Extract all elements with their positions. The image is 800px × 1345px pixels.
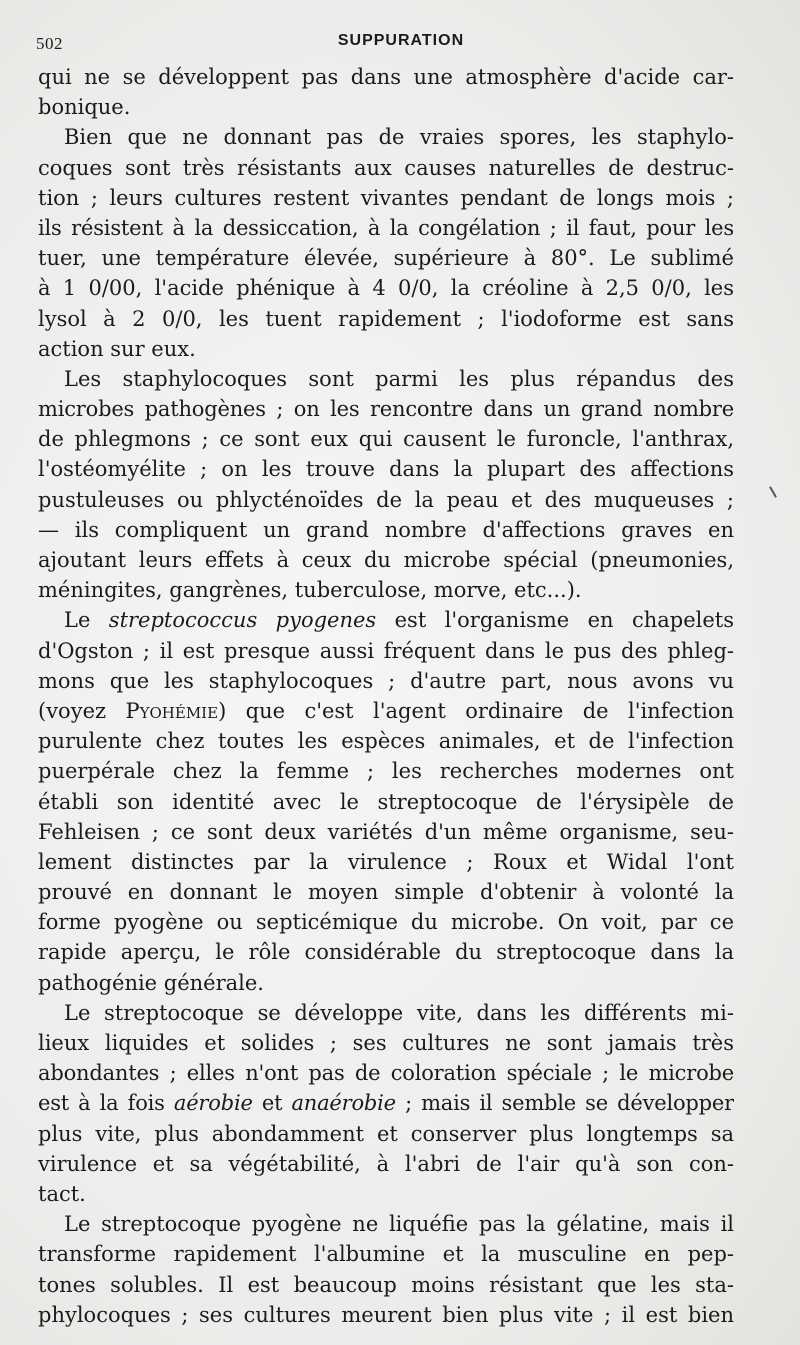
- page-number: 502: [36, 34, 63, 53]
- text-line: action sur eux.: [38, 336, 196, 361]
- text-line: purulente chez toutes les espèces animales, et de l'infection: [38, 729, 734, 754]
- text-line: transforme rapidement l'albumine et la musculine en pep-: [38, 1242, 734, 1267]
- text-line: abondantes ; elles n'ont pas de coloration spéciale ; le microbe: [38, 1061, 734, 1086]
- text-line: [38, 605, 734, 635]
- text-line: phylocoques ; ses cultures meurent bien plus vite ; il est bien: [38, 1302, 734, 1327]
- text-line: pustuleuses ou phlycténoïdes de la peau et des muqueuses ;: [38, 487, 734, 512]
- text-line: pathogénie générale.: [38, 970, 264, 995]
- text-run: ) que c'est l'agent ordinaire de l'infection: [218, 698, 734, 723]
- text-line: mons que les staphylocoques ; d'autre part, nous avons vu: [38, 668, 734, 693]
- text-line: [38, 696, 734, 726]
- text-run: Le: [64, 608, 109, 633]
- text-run: est l'organisme en chapelets: [376, 608, 734, 633]
- text-line: forme pyogène ou septicémique du microbe. On voit, par ce: [38, 910, 734, 935]
- text-line: Bien que ne donnant pas de vraies spores, les staphylo-: [64, 125, 734, 150]
- text-line: virulence et sa végétabilité, à l'abri de l'air qu'à son con-: [38, 1151, 734, 1176]
- text-line: Fehleisen ; ce sont deux variétés d'un même organisme, seu-: [38, 819, 734, 844]
- paragraph: [38, 1209, 734, 1330]
- paragraph: [38, 998, 734, 1209]
- text-run: est à la fois: [38, 1091, 174, 1116]
- text-line: Le streptocoque se développe vite, dans les différents mi-: [64, 1000, 734, 1025]
- text-line: lysol à 2 0/0, les tuent rapidement ; l'iodoforme est sans: [38, 306, 734, 331]
- running-title: SUPPURATION: [337, 32, 465, 49]
- text-line: Les staphylocoques sont parmi les plus répandus des: [64, 366, 734, 391]
- cross-reference: Pyohémie: [125, 698, 219, 723]
- italic-term: anaérobie: [291, 1091, 396, 1116]
- text-run: ; mais il semble se développer: [395, 1091, 734, 1116]
- text-line: prouvé en donnant le moyen simple d'obtenir à volonté la: [38, 880, 734, 905]
- text-run: (voyez: [38, 698, 126, 723]
- text-line: microbes pathogènes ; on les rencontre dans un grand nombre: [38, 397, 734, 422]
- text-line: tones solubles. Il est beaucoup moins résistant que les sta-: [38, 1272, 734, 1297]
- body-text: [38, 62, 734, 1330]
- italic-term: streptococcus pyogenes: [108, 608, 377, 633]
- text-line: plus vite, plus abondamment et conserver plus longtemps sa: [38, 1121, 734, 1146]
- text-line: [38, 1088, 734, 1118]
- paragraph: [38, 364, 734, 606]
- text-line: ajoutant leurs effets à ceux du microbe spécial (pneumonies,: [38, 548, 734, 572]
- paragraph: [38, 62, 734, 122]
- text-line: tion ; leurs cultures restent vivantes pendant de longs mois ;: [38, 185, 734, 210]
- text-line: tuer, une température élevée, supérieure à 80°. Le sublimé: [38, 246, 734, 271]
- text-line: établi son identité avec le streptocoque de l'érysipèle de: [38, 789, 734, 814]
- text-line: coques sont très résistants aux causes naturelles de destruc-: [38, 155, 734, 180]
- text-line: l'ostéomyélite ; on les trouve dans la plupart des affections: [38, 457, 734, 482]
- italic-term: aérobie: [173, 1091, 253, 1116]
- text-line: d'Ogston ; il est presque aussi fréquent dans le pus des phleg-: [38, 638, 734, 663]
- text-line: lement distinctes par la virulence ; Roux et Widal l'ont: [38, 849, 734, 874]
- text-line: tact.: [38, 1181, 86, 1206]
- text-line: de phlegmons ; ce sont eux qui causent le furoncle, l'anthrax,: [38, 427, 734, 452]
- text-run: et: [252, 1091, 292, 1116]
- paragraph: [38, 122, 734, 364]
- text-line: ils résistent à la dessiccation, à la congélation ; il faut, pour les: [38, 215, 734, 240]
- text-line: Le streptocoque pyogène ne liquéfie pas la gélatine, mais il: [64, 1212, 734, 1237]
- text-line: lieux liquides et solides ; ses cultures ne sont jamais très: [38, 1031, 734, 1055]
- paragraph: [38, 605, 734, 997]
- page-header: [36, 30, 766, 56]
- text-line: rapide aperçu, le rôle considérable du streptocoque dans la: [38, 940, 734, 965]
- text-line: qui ne se développent pas dans une atmosphère d'acide car-: [38, 65, 734, 89]
- text-line: bonique.: [38, 95, 131, 120]
- print-mark: [769, 486, 777, 497]
- text-line: à 1 0/00, l'acide phénique à 4 0/0, la créoline à 2,5 0/0, les: [38, 276, 734, 301]
- text-line: — ils compliquent un grand nombre d'affections graves en: [38, 517, 734, 542]
- text-line: méningites, gangrènes, tuberculose, morve, etc...).: [38, 578, 582, 603]
- text-line: puerpérale chez la femme ; les recherches modernes ont: [38, 759, 734, 784]
